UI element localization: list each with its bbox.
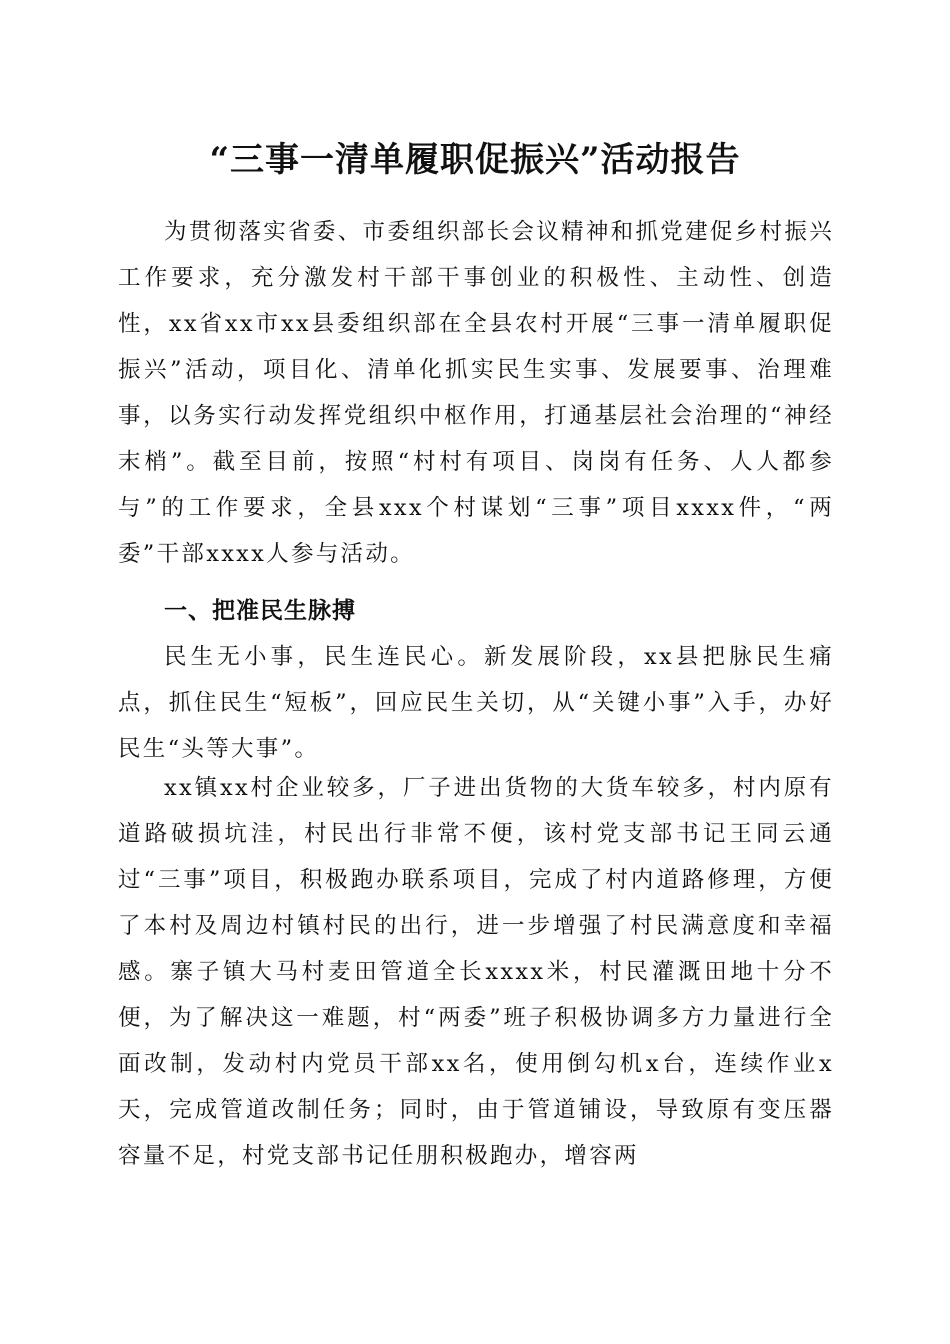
document-title: “三事一清单履职促振兴”活动报告 (209, 140, 741, 180)
section1-lead-paragraph: 民生无小事，民生连民心。新发展阶段，xx县把脉民生痛点，抓住民生“短板”，回应民生关切，从“关键小事”入手，办好民生“头等大事”。 (118, 644, 834, 762)
intro-paragraph: 为贯彻落实省委、市委组织部长会议精神和抓党建促乡村振兴工作要求，充分激发村干部干事创业的积极性、主动性、创造性，xx省xx市xx县委组织部在全县农村开展“三事一清单履职促振兴”活动，项目化、清单化抓实民生实事、发展要事、治理难事，以务实行动发挥党组织中枢作用，打通基层社会治理的“神经末梢”。截至目前，按照“村村有项目、岗岗有任务、人人都参与”的工作要求，全县xxx个村谋划“三事”项目xxxx件，“两委”干部xxxx人参与活动。 (118, 219, 834, 567)
section-heading-1: 一、把准民生脉搏 (164, 598, 356, 624)
section1-case-paragraph: xx镇xx村企业较多，厂子进出货物的大货车较多，村内原有道路破损坑洼，村民出行非常不便，该村党支部书记王同云通过“三事”项目，积极跑办联系项目，完成了村内道路修理，方便了本村及周边村镇村民的出行，进一步增强了村民满意度和幸福感。寨子镇大马村麦田管道全长xxxx米，村民灌溉田地十分不便，为了解决这一难题，村“两委”班子积极协调多方力量进行全面改制，发动村内党员干部xx名，使用倒勾机x台，连续作业x天，完成管道改制任务；同时，由于管道铺设，导致原有变压器容量不足，村党支部书记任朋积极跑办，增容两 (118, 775, 834, 1169)
